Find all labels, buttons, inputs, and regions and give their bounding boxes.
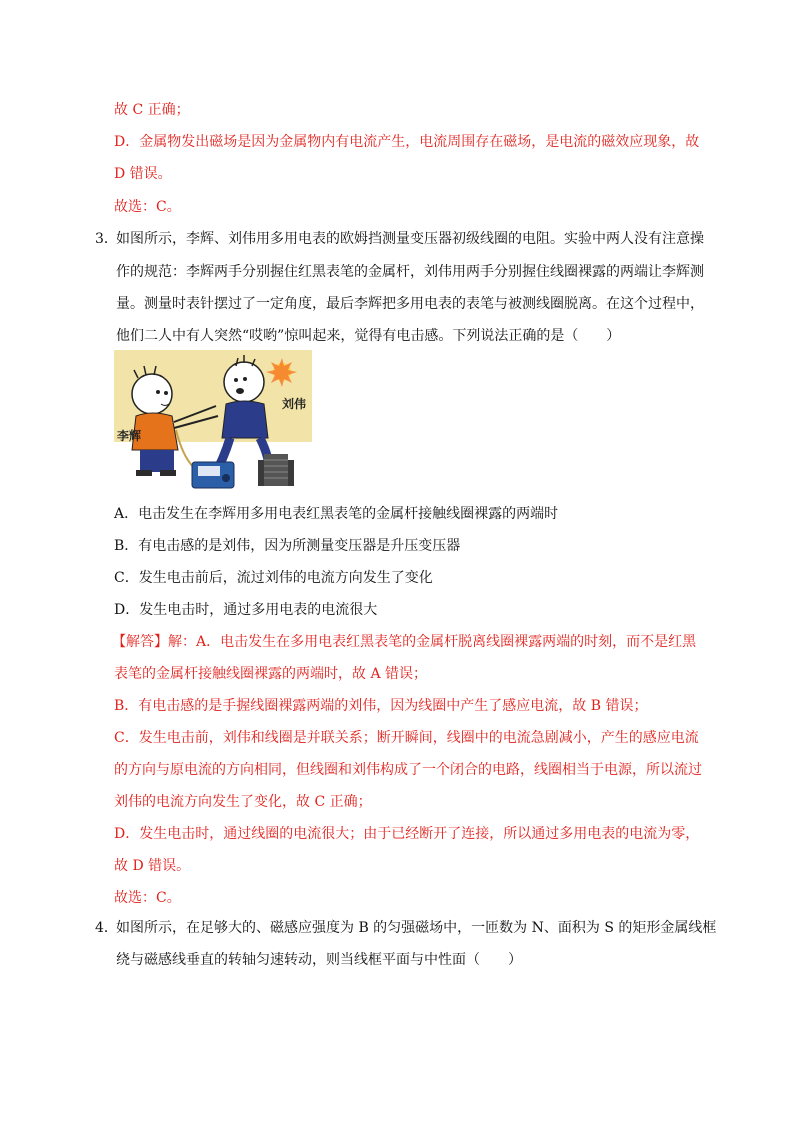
question-figure [114, 350, 312, 491]
label-li-hui: 李辉 [117, 429, 142, 443]
answer-line: 故 D 错误。 [114, 858, 191, 874]
option-a: A．电击发生在李辉用多用电表红黑表笔的金属杆接触线圈裸露的两端时 [114, 506, 559, 522]
prev-answer-choice: 故选：C。 [114, 199, 181, 215]
question-stem-line: 如图所示，李辉、刘伟用多用电表的欧姆挡测量变压器初级线圈的电阻。实验中两人没有注意操 [116, 231, 704, 247]
option-c: C．发生电击前后，流过刘伟的电流方向发生了变化 [114, 570, 433, 586]
answer-line: D．发生电击时，通过线圈的电流很大；由于已经断开了连接，所以通过多用电表的电流为零， [114, 826, 700, 842]
question-stem-line: 他们二人中有人突然“哎哟”惊叫起来，觉得有电击感。下列说法正确的是（ ） [116, 328, 621, 344]
prev-answer-line: D 错误。 [114, 166, 172, 182]
option-b: B．有电击感的是刘伟，因为所测量变压器是升压变压器 [114, 538, 461, 554]
answer-line: B．有电击感的是手握线圈裸露两端的刘伟，因为线圈中产生了感应电流，故 B 错误； [114, 698, 648, 714]
answer-line: 刘伟的电流方向发生了变化，故 C 正确； [114, 794, 372, 810]
answer-tag: 【解答】 [112, 634, 168, 650]
answer-first-line [112, 632, 696, 652]
question-number: 4． [95, 920, 118, 936]
answer-text: 解：A．电击发生在多用电表红黑表笔的金属杆脱离线圈裸露两端的时刻，而不是红黑 [168, 634, 697, 650]
question-stem-line: 作的规范：李辉两手分别握住红黑表笔的金属杆，刘伟用两手分别握住线圈裸露的两端让李辉测 [116, 264, 704, 280]
answer-line: 的方向与原电流的方向相同，但线圈和刘伟构成了一个闭合的电路，线圈相当于电源，所以流过 [114, 762, 702, 778]
answer-choice: 故选：C。 [114, 890, 181, 906]
answer-line: 表笔的金属杆接触线圈裸露的两端时，故 A 错误； [114, 666, 428, 682]
label-liu-wei: 刘伟 [282, 397, 307, 411]
question-number: 3． [95, 231, 118, 247]
question-stem-line: 如图所示，在足够大的、磁感应强度为 B 的匀强磁场中，一匝数为 N、面积为 S 的矩形金属线框 [116, 920, 717, 936]
experiment-illustration [114, 350, 312, 491]
option-d: D．发生电击时，通过多用电表的电流很大 [114, 602, 378, 618]
prev-answer-line: 故 C 正确； [114, 102, 190, 118]
question-stem-line: 量。测量时表针摆过了一定角度，最后李辉把多用电表的表笔与被测线圈脱离。在这个过程中， [116, 296, 704, 312]
question-stem-line: 绕与磁感线垂直的转轴匀速转动，则当线框平面与中性面（ ） [116, 952, 522, 968]
prev-answer-line: D．金属物发出磁场是因为金属物内有电流产生，电流周围存在磁场，是电流的磁效应现象，故 [114, 134, 700, 150]
answer-line: C．发生电击前，刘伟和线圈是并联关系；断开瞬间，线圈中的电流急剧减小，产生的感应电流 [114, 730, 699, 746]
multimeter-icon [192, 462, 234, 488]
